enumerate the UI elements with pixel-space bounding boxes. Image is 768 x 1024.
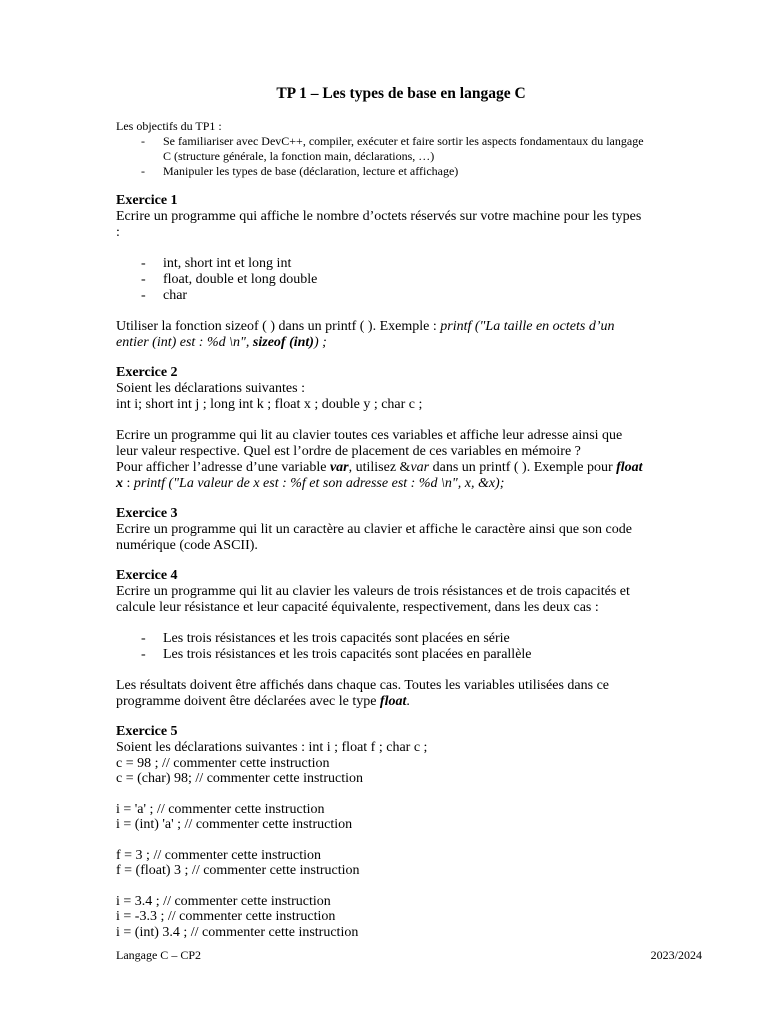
type-list-item: - char (116, 288, 646, 304)
footer-course: Langage C – CP2 (116, 948, 201, 962)
type-list-item: - int, short int et long int (116, 256, 646, 272)
exercise-4-cases (116, 631, 646, 663)
objective-item: - Manipuler les types de base (déclaration, lecture et affichage) (116, 164, 646, 179)
usage-code: printf ("La taille en octets d’un entier (int) est : %d \n", (116, 319, 615, 350)
usage-code-end: ) ; (313, 335, 327, 350)
code-line: i = (int) 'a' ; // commenter cette instruction (116, 817, 353, 832)
code-line: f = 3 ; // commenter cette instruction (116, 847, 322, 863)
result-end: . (406, 694, 410, 709)
code-line: i = 'a' ; // commenter cette instruction (116, 801, 325, 817)
page-title: TP 1 – Les types de base en langage C (276, 85, 526, 102)
exercise-4-result (116, 678, 646, 710)
exercise-4-heading: Exercice 4 (116, 568, 178, 583)
exercise-2 (116, 365, 646, 492)
exercise-2-heading: Exercice 2 (116, 365, 178, 380)
usage-text: Utiliser la fonction sizeof ( ) dans un printf ( ). Exemple : (116, 319, 441, 334)
objective-item: - Se familiariser avec DevC++, compiler, exécuter et faire sortir les aspects fondamentaux du langage C (structure générale, la fonction main, déclarations, …) (116, 134, 646, 164)
exercise-3 (116, 506, 646, 554)
footer-year: 2023/2024 (650, 948, 702, 962)
exercise-1-type-list (116, 256, 646, 304)
exercise-2-para1: Ecrire un programme qui lit au clavier toutes ces variables et affiche leur adresse ainsi que leur valeur respective. Quel est l’ordre de placement de ces variables en mémoire ? (116, 428, 623, 459)
exercise-2-line1: Soient les déclarations suivantes : (116, 381, 305, 396)
code-line: i = 3.4 ; // commenter cette instruction (116, 893, 331, 909)
code-line: f = (float) 3 ; // commenter cette instruction (116, 863, 360, 878)
para2-code: printf ("La valeur de x est : %f et son adresse est : %d \n", x, &x); (133, 476, 505, 491)
exercise-3-heading: Exercice 3 (116, 506, 178, 521)
usage-code-sizeof: sizeof (int) (252, 335, 314, 350)
type-list-item: - float, double et long double (116, 272, 646, 288)
case-item: - Les trois résistances et les trois capacités sont placées en série (116, 631, 646, 647)
objectives-list (116, 134, 646, 179)
para2-text: : (123, 476, 134, 491)
exercise-1 (116, 193, 646, 351)
code-line: i = (int) 3.4 ; // commenter cette instruction (116, 924, 359, 940)
para2-text: , utilisez & (348, 460, 411, 475)
result-text: Les résultats doivent être affichés dans chaque cas. Toutes les variables utilisées dans ce programme doivent être déclarées avec le type (116, 678, 610, 709)
objectives-intro: Les objectifs du TP1 : (116, 119, 222, 133)
exercise-2-para2 (116, 460, 646, 492)
para2-text: dans un printf ( ). Exemple pour (429, 460, 617, 475)
exercise-4 (116, 568, 646, 710)
code-line: c = (char) 98; // commenter cette instruction (116, 771, 363, 786)
case-item: - Les trois résistances et les trois capacités sont placées en parallèle (116, 647, 646, 663)
exercise-3-text: Ecrire un programme qui lit un caractère au clavier et affiche le caractère ainsi que son code numérique (code ASCII). (116, 522, 632, 553)
exercise-1-heading: Exercice 1 (116, 193, 178, 208)
exercise-5 (116, 724, 646, 940)
exercise-5-heading: Exercice 5 (116, 724, 178, 739)
code-line: c = 98 ; // commenter cette instruction (116, 755, 330, 771)
exercise-1-intro: Ecrire un programme qui affiche le nombre d’octets réservés sur votre machine pour les types : (116, 209, 642, 240)
para2-var: var (410, 460, 430, 475)
code-line: i = -3.3 ; // commenter cette instruction (116, 909, 336, 924)
exercise-1-usage (116, 319, 646, 351)
result-type: float (379, 694, 407, 709)
para2-text: Pour afficher l’adresse d’une variable (116, 460, 330, 475)
para2-var: var (329, 460, 349, 475)
exercise-4-text: Ecrire un programme qui lit au clavier les valeurs de trois résistances et de trois capacités et calcule leur résistance et leur capacité équivalente, respectivement, dans les deux cas : (116, 584, 630, 615)
objectives-block (116, 119, 646, 179)
page-footer (116, 948, 702, 963)
page-content (116, 86, 646, 940)
exercise-5-declarations: Soient les déclarations suivantes : int i ; float f ; char c ; (116, 740, 428, 755)
para2-float: float x (116, 460, 643, 491)
exercise-2-line2: int i; short int j ; long int k ; float x ; double y ; char c ; (116, 397, 423, 412)
